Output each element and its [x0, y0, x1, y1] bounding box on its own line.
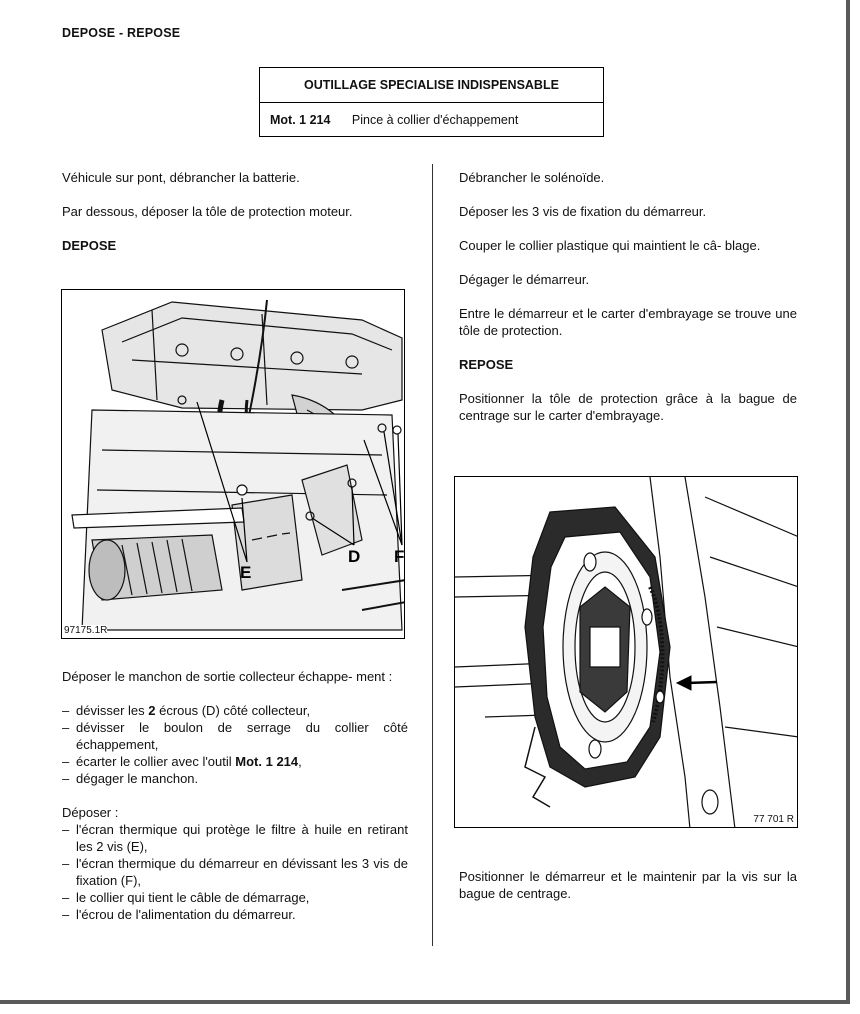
figure-label-f: F — [394, 547, 405, 566]
instruction-free-starter: Dégager le démarreur. — [459, 272, 590, 287]
instruction-cable-tie: Couper le collier plastique qui maintient le câ- blage. — [459, 238, 761, 253]
list-item: – dévisser les 2 écrous (D) côté collecteur, — [62, 702, 408, 719]
instruction-position-plate: Positionner la tôle de protection grâce à la bague de centrage sur le carter d'embrayage. — [459, 391, 797, 423]
engine-figure — [61, 289, 405, 639]
tool-description: Pince à collier d'échappement — [351, 113, 519, 127]
subhead-depose: DEPOSE — [62, 238, 117, 253]
section-title: DEPOSE - REPOSE — [62, 26, 181, 40]
instruction-protection-plate: Par dessous, déposer la tôle de protection moteur. — [62, 204, 353, 219]
special-tooling-box — [259, 67, 604, 137]
engine-illustration — [62, 290, 405, 639]
figure-label-e: E — [240, 563, 252, 582]
list-item: – l'écran thermique du démarreur en dévissant les 3 vis de fixation (F), — [62, 855, 408, 889]
figure-reference: 97175.1R — [64, 625, 108, 636]
tooling-title: OUTILLAGE SPECIALISE INDISPENSABLE — [260, 68, 603, 103]
instruction-battery: Véhicule sur pont, débrancher la batterie. — [62, 170, 300, 185]
remove-steps-list — [62, 821, 408, 923]
column-divider — [432, 164, 433, 946]
list-item: – l'écran thermique qui protège le filtre à huile en retirant les 2 vis (E), — [62, 821, 408, 855]
list-item: – l'écrou de l'alimentation du démarreur. — [62, 906, 408, 923]
instruction-protection-plate-note: Entre le démarreur et le carter d'embrayage se trouve une tôle de protection. — [459, 306, 797, 338]
subhead-repose: REPOSE — [459, 357, 514, 372]
instruction-remove-sleeve: Déposer le manchon de sortie collecteur échappe- ment : — [62, 669, 393, 684]
clutch-housing-illustration — [455, 477, 798, 828]
list-item: – dévisser le boulon de serrage du collier côté échappement, — [62, 719, 408, 753]
left-column-lower — [62, 668, 408, 923]
figure-reference: 77 701 R — [753, 814, 794, 825]
instruction-solenoid: Débrancher le solénoïde. — [459, 170, 605, 185]
instruction-remove: Déposer : — [62, 805, 119, 820]
right-column — [459, 169, 797, 424]
instruction-position-starter: Positionner le démarreur et le maintenir par la vis sur la bague de centrage. — [459, 869, 797, 901]
sleeve-steps-list — [62, 702, 408, 787]
instruction-screws: Déposer les 3 vis de fixation du démarreur. — [459, 204, 707, 219]
figure-label-d: D — [348, 547, 361, 566]
list-item: – dégager le manchon. — [62, 770, 408, 787]
list-item: – le collier qui tient le câble de démarrage, — [62, 889, 408, 906]
right-column-lower — [459, 868, 797, 902]
left-column — [62, 169, 408, 254]
clutch-housing-figure — [454, 476, 798, 828]
tooling-row — [260, 103, 603, 137]
list-item: – écarter le collier avec l'outil Mot. 1 214, — [62, 753, 408, 770]
tool-code: Mot. 1 214 — [270, 113, 331, 127]
